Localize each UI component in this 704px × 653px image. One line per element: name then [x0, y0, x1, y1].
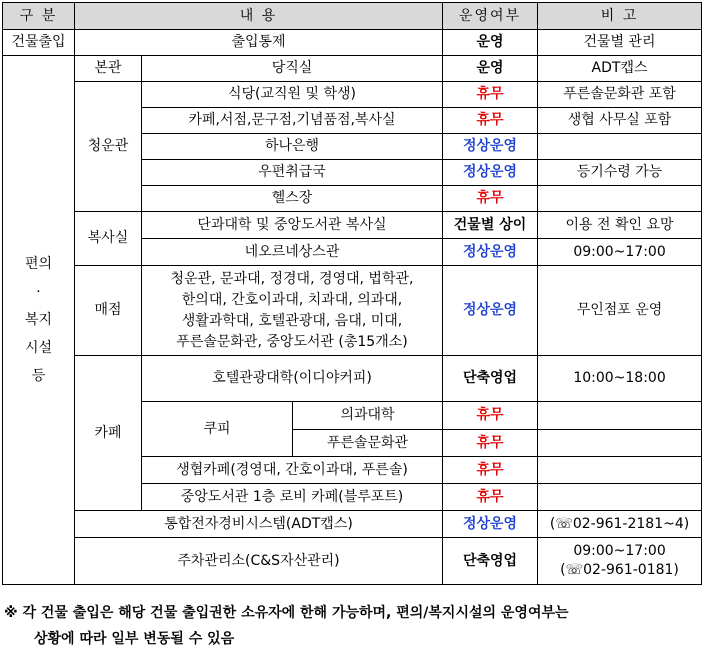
table-row	[3, 356, 702, 402]
note-cell	[538, 134, 702, 160]
footnote	[4, 600, 700, 652]
group-cell: 카페	[75, 356, 142, 511]
content-cell: 의과대학	[293, 402, 443, 430]
content-cell: 하나은행	[142, 134, 443, 160]
store-line: 생활과학대, 호텔관광대, 음대, 미대,	[181, 312, 403, 329]
note-cell: 건물별 관리	[538, 30, 702, 56]
table-row	[3, 212, 702, 239]
table-row	[3, 538, 702, 585]
facility-category-cell	[3, 56, 75, 585]
status-cell: 휴무	[443, 82, 538, 108]
parking-hours: 09:00~17:00	[573, 543, 666, 559]
header-row	[3, 3, 702, 30]
status-cell: 정상운영	[443, 239, 538, 266]
content-cell: 출입통제	[75, 30, 443, 56]
content-cell: 우편취급국	[142, 160, 443, 186]
status-cell: 휴무	[443, 484, 538, 511]
note-cell: 생협 사무실 포함	[538, 108, 702, 134]
group-cell: 본관	[75, 56, 142, 82]
status-cell: 정상운영	[443, 160, 538, 186]
note-cell	[538, 430, 702, 457]
facility-label-5: 등	[31, 368, 46, 384]
facility-label-3: 복지	[24, 312, 53, 328]
content-cell: 호텔관광대학(이디야커피)	[142, 356, 443, 402]
content-cell: 통합전자경비시스템(ADT캡스)	[75, 511, 443, 538]
status-cell: 휴무	[443, 186, 538, 212]
status-cell: 휴무	[443, 457, 538, 484]
status-cell: 정상운영	[443, 134, 538, 160]
note-cell: 10:00~18:00	[538, 356, 702, 402]
content-cell: 단과대학 및 중앙도서관 복사실	[142, 212, 443, 239]
header-note: 비 고	[538, 3, 702, 30]
status-cell: 정상운영	[443, 266, 538, 356]
note-cell	[538, 457, 702, 484]
facility-label-4: 시설	[24, 340, 53, 356]
content-cell: 당직실	[142, 56, 443, 82]
content-cell: 헬스장	[142, 186, 443, 212]
note-cell	[538, 484, 702, 511]
status-cell: 휴무	[443, 108, 538, 134]
footnote-line-2: 상황에 따라 일부 변동될 수 있음	[34, 631, 235, 647]
group-cell: 청운관	[75, 82, 142, 212]
table-row	[3, 56, 702, 82]
table-row	[3, 511, 702, 538]
note-cell: (☏02-961-2181~4)	[538, 511, 702, 538]
note-cell: 무인점포 운영	[538, 266, 702, 356]
group-cell: 매점	[75, 266, 142, 356]
status-cell: 건물별 상이	[443, 212, 538, 239]
content-cell: 중앙도서관 1층 로비 카페(블루포트)	[142, 484, 443, 511]
content-cell: 카페,서점,문구점,기념품점,복사실	[142, 108, 443, 134]
footnote-line-1: ※ 각 건물 출입은 해당 건물 출입권한 소유자에 한해 가능하며, 편의/복지시설의 운영여부는	[4, 605, 569, 621]
note-cell: 푸른솔문화관 포함	[538, 82, 702, 108]
group-cell: 복사실	[75, 212, 142, 266]
status-cell: 휴무	[443, 430, 538, 457]
status-cell: 단축영업	[443, 538, 538, 585]
content-cell: 생협카페(경영대, 간호이과대, 푸른솔)	[142, 457, 443, 484]
store-list-cell	[142, 266, 443, 356]
content-cell: 푸른솔문화관	[293, 430, 443, 457]
content-cell: 식당(교직원 및 학생)	[142, 82, 443, 108]
content-cell: 주차관리소(C&S자산관리)	[75, 538, 443, 585]
note-cell: 등기수령 가능	[538, 160, 702, 186]
status-cell: 단축영업	[443, 356, 538, 402]
table-row	[3, 30, 702, 56]
header-status: 운영여부	[443, 3, 538, 30]
status-cell: 정상운영	[443, 511, 538, 538]
note-cell: ADT캡스	[538, 56, 702, 82]
facility-label-1: 편의	[24, 256, 53, 272]
category-cell: 건물출입	[3, 30, 75, 56]
status-cell: 휴무	[443, 402, 538, 430]
note-cell	[538, 538, 702, 585]
store-line: 청운관, 문과대, 정경대, 경영대, 법학관,	[170, 270, 414, 287]
note-cell	[538, 186, 702, 212]
facility-label-2: ·	[36, 284, 41, 300]
header-content: 내 용	[75, 3, 443, 30]
note-cell	[538, 402, 702, 430]
table-row	[3, 266, 702, 356]
store-line: 푸른솔문화관, 중앙도서관 (총15개소)	[176, 333, 408, 350]
note-cell: 이용 전 확인 요망	[538, 212, 702, 239]
status-cell: 운영	[443, 30, 538, 56]
content-cell: 네오르네상스관	[142, 239, 443, 266]
facility-status-table	[2, 2, 702, 585]
store-line: 한의대, 간호이과대, 치과대, 의과대,	[181, 291, 403, 308]
status-cell: 운영	[443, 56, 538, 82]
parking-phone: (☏02-961-0181)	[560, 562, 679, 578]
coupi-label-cell: 쿠피	[142, 402, 293, 457]
table-row	[3, 82, 702, 108]
header-category: 구 분	[3, 3, 75, 30]
note-cell: 09:00~17:00	[538, 239, 702, 266]
